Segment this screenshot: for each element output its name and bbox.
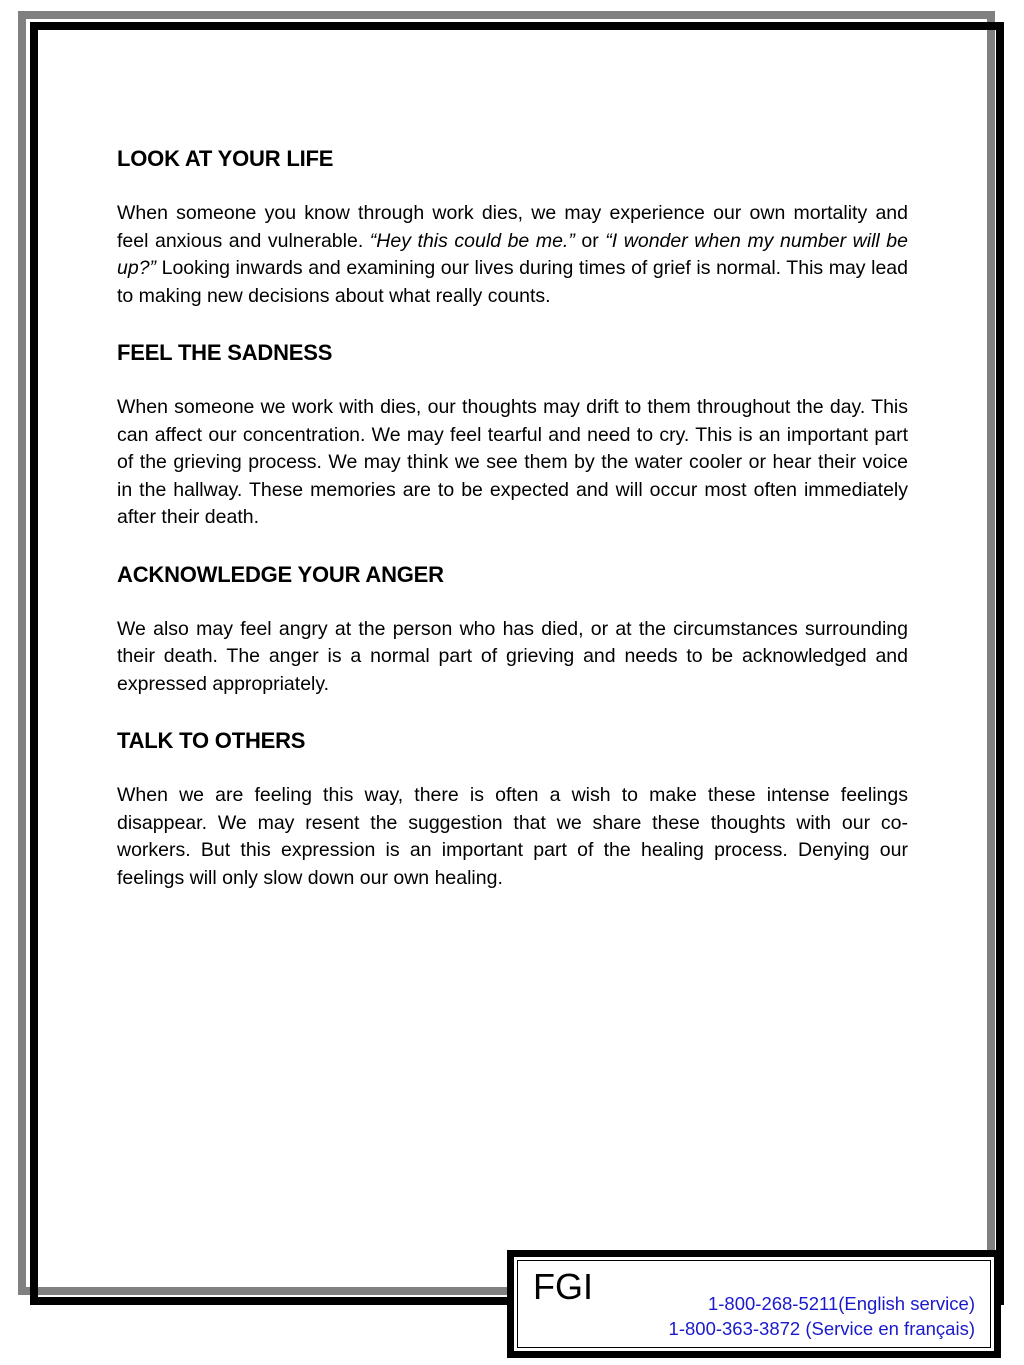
section-acknowledge-your-anger	[117, 560, 908, 699]
quote-text: “Hey this could be me.”	[369, 229, 575, 252]
section-body: We also may feel angry at the person who has died, or at the circumstances surrounding their death. The anger is a normal part of grieving and needs to be acknowledged and expressed appropriately.	[117, 617, 908, 695]
section-body	[117, 200, 908, 310]
body-text: When someone you know through work dies, we may experience our own mortality and feel anxious and vulnerable.	[117, 202, 908, 252]
section-body: When we are feeling this way, there is often a wish to make these intense feelings disappear. We may resent the suggestion that we share these thoughts with our co-workers. But this expression is an important part of the healing process. Denying our feelings will only slow down our own healing.	[117, 784, 908, 889]
footer-inner	[513, 1256, 995, 1352]
section-heading: ACKNOWLEDGE YOUR ANGER	[117, 561, 444, 587]
document-content	[117, 144, 908, 920]
section-heading: TALK TO OTHERS	[117, 728, 306, 753]
phone-numbers	[669, 1291, 975, 1341]
section-heading: LOOK AT YOUR LIFE	[117, 146, 334, 171]
phone-french[interactable]: 1-800-363-3872 (Service en français)	[668, 1318, 975, 1339]
section-talk-to-others	[117, 726, 908, 892]
body-text: or	[574, 229, 606, 252]
section-body: When someone we work with dies, our thoughts may drift to them throughout the day. This can affect our concentration. We may feel tearful and need to cry. This is an important part of the grieving process. We may think we see them by the water cooler or hear their voice in the hallway. These memories are to be expected and will occur most often immediately after their death.	[117, 396, 908, 528]
phone-english[interactable]: 1-800-268-5211(English service)	[707, 1293, 975, 1314]
section-feel-the-sadness	[117, 338, 908, 532]
section-heading: FEEL THE SADNESS	[117, 340, 333, 365]
footer-contact-box	[507, 1250, 1001, 1358]
quote-text: “I wonder when my number will be up?”	[117, 229, 908, 279]
body-text: Looking inwards and examining our lives during times of grief is normal. This may lead to making new decisions about what really counts.	[117, 257, 908, 307]
fgi-logo: FGI	[533, 1266, 593, 1307]
section-look-at-your-life	[117, 144, 908, 310]
